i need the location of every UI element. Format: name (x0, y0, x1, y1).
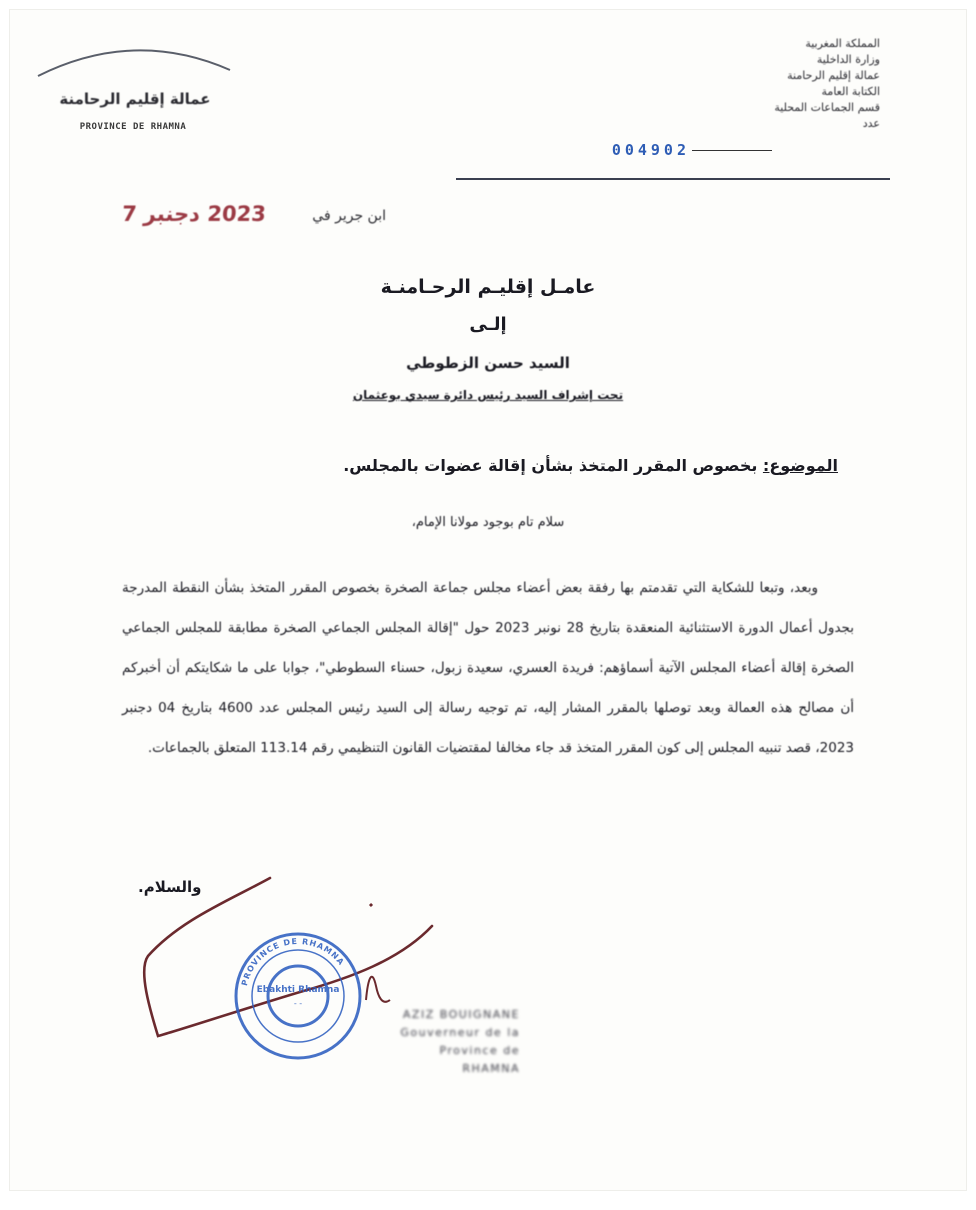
to-label: إلـى (469, 314, 507, 335)
header-divider (456, 178, 890, 180)
header-line: وزارة الداخلية (816, 53, 880, 66)
stamp-ring-text: PROVINCE DE RHAMNA (240, 936, 347, 987)
header-line: الكتابة العامة (821, 85, 880, 98)
header-line: المملكة المغربية (805, 37, 880, 50)
closing-line: والسلام. (138, 878, 202, 896)
letter-page (10, 10, 966, 1190)
number-label: عدد (862, 117, 880, 130)
header-line: عمالة إقليم الرحامنة (787, 69, 880, 82)
place-label: ابن جرير في (312, 208, 386, 224)
signatory-line: Gouverneur de la (400, 1026, 520, 1039)
body-paragraph: وبعد، وتبعا للشكاية التي تقدمتم بها رفقة بعض أعضاء مجلس جماعة الصخرة بخصوص المقرر المتخذ بشأن النقطة المدرجة بجدول أعمال الدورة الاستثنائية المنعقدة بتاريخ 28 نونبر 2023 حول "إقالة المجلس الجماعي الصخرة مطابقة للمجلس الجماعي الصخرة إقالة أعضاء المجلس الآتية أسماؤهم: فريدة العسري، سعيدة زبول، حسناء السطوطي"، جوابا على ما شكايتكم أن أخبركم أن مصالح هذه العمالة وبعد توصلها بالمقرر المشار إليه، تم توجيه رسالة إلى السيد رئيس المجلس عدد 4600 بتاريخ 04 دجنبر 2023، قصد تنبيه المجلس إلى كون المقرر المتخذ قد جاء مخالفا لمقتضيات القانون التنظيمي رقم 113.14 المتعلق بالجماعات. (122, 580, 855, 756)
province-title: عمالة إقليم الرحامنة (59, 90, 211, 108)
signatory-line: Province de (439, 1044, 520, 1057)
subject-text: بخصوص المقرر المتخذ بشأن إقالة عضوات بالمجلس. (343, 456, 763, 475)
greeting-line: سلام تام بوجود مولانا الإمام، (411, 515, 565, 530)
header-line: قسم الجماعات المحلية (774, 101, 880, 114)
date-stamp: 2023 دجنبر 7 (121, 202, 267, 226)
via-line: تحت إشراف السيد رئيس دائرة سيدي بوعثمان (352, 388, 624, 402)
administrative-header (740, 36, 880, 132)
recipient-name: السيد حسن الزطوطي (406, 354, 570, 372)
header-arc-icon (34, 40, 234, 80)
signatory-name (340, 1006, 520, 1078)
subject-line (343, 456, 838, 475)
signatory-line: RHAMNA (462, 1062, 520, 1075)
svg-text:- -: - - (293, 999, 303, 1008)
reference-underline (692, 150, 772, 151)
subject-label: الموضوع: (762, 456, 838, 475)
sender-title: عامـل إقليـم الرحـامنـة (380, 276, 596, 298)
province-subtitle: PROVINCE DE RHAMNA (79, 122, 187, 132)
signatory-line: AZIZ BOUIGNANE (402, 1008, 520, 1021)
stamp-center-text: Ebakhti Rhamna (256, 985, 340, 995)
reference-number: 004902 (611, 141, 690, 159)
